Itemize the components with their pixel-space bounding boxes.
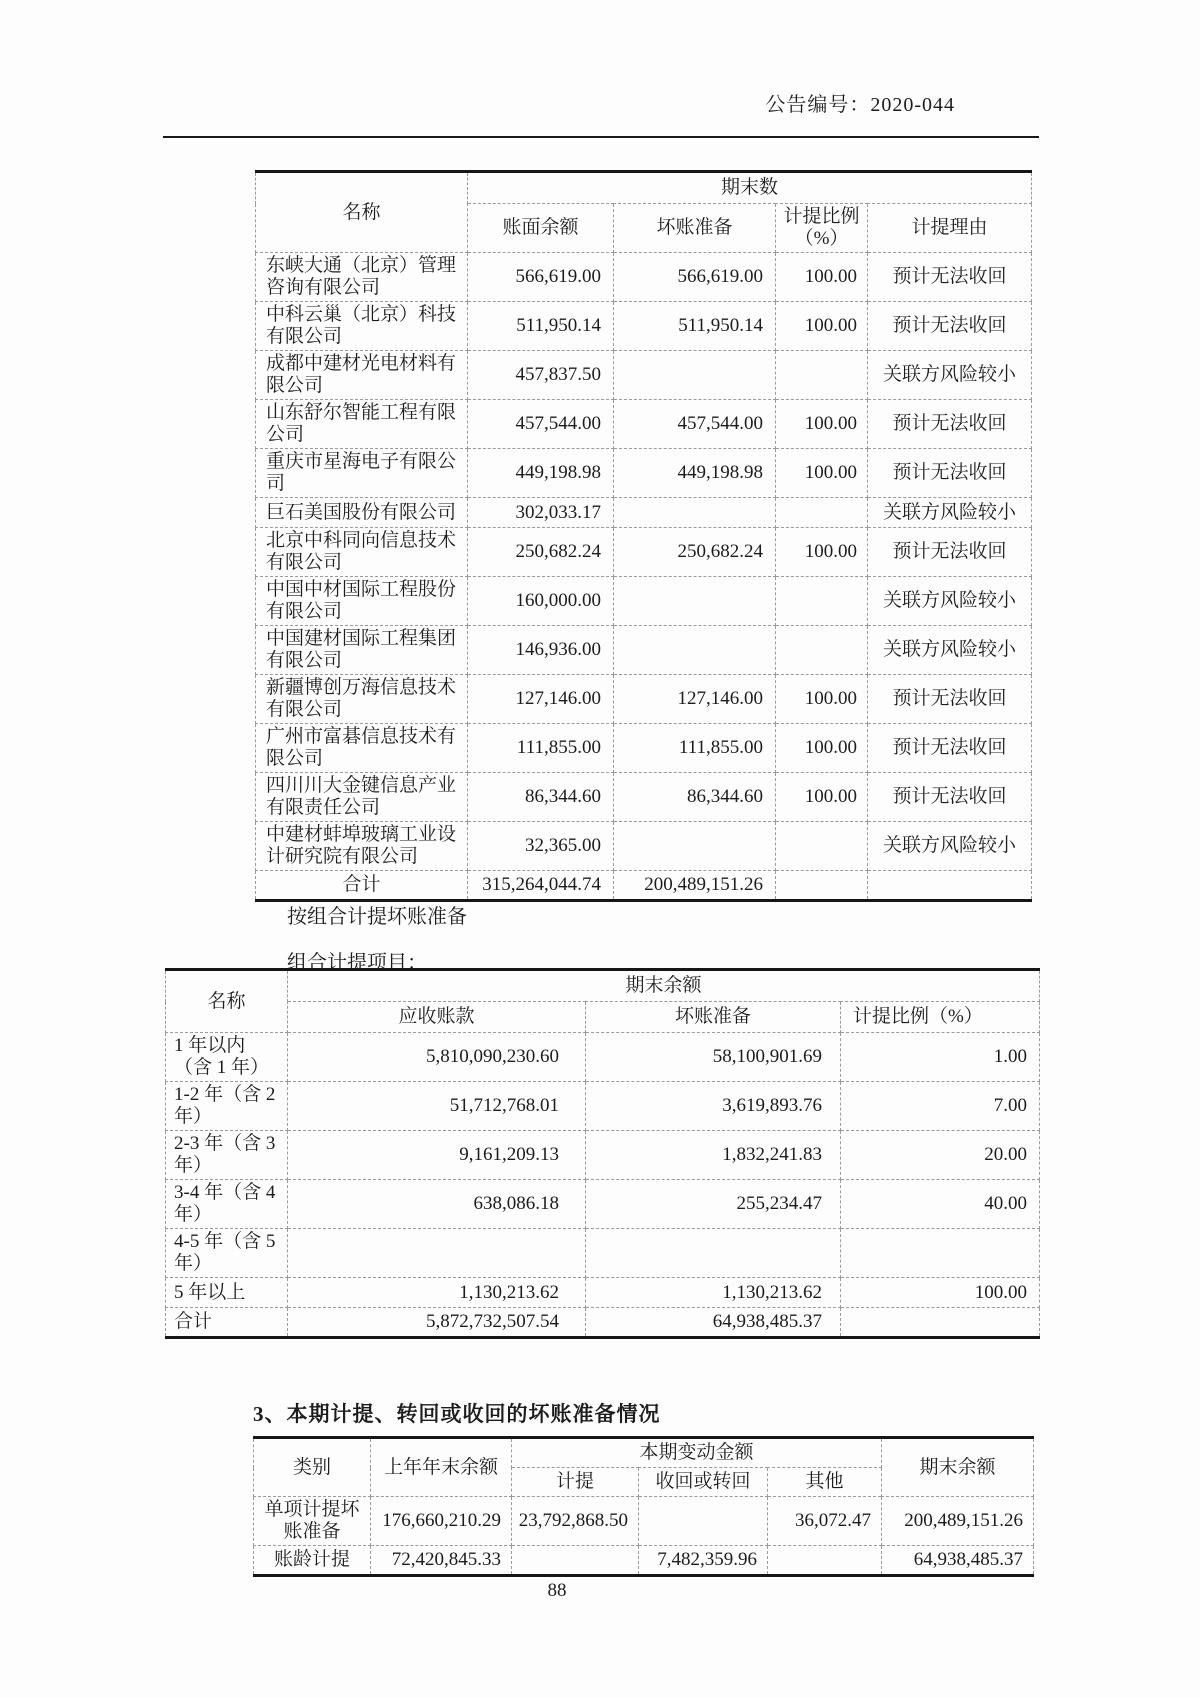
- period-end-group-header: 期末数: [468, 172, 1032, 204]
- other-cell: 36,072.47: [768, 1497, 882, 1546]
- section3-heading: 3、本期计提、转回或收回的坏账准备情况: [253, 1402, 661, 1426]
- category-header: 类别: [254, 1438, 371, 1497]
- aging-ratio-cell: 100.00: [841, 1278, 1040, 1308]
- receivables-cell: 638,086.18: [288, 1180, 586, 1229]
- provision-cell: [614, 577, 776, 626]
- aging-provision-cell: 1,832,241.83: [586, 1131, 841, 1180]
- book-balance-cell: 457,837.50: [468, 351, 614, 400]
- company-row: [256, 675, 1032, 724]
- book-balance-cell: 302,033.17: [468, 498, 614, 528]
- company-row: [256, 773, 1032, 822]
- aging-ratio-cell: 1.00: [841, 1033, 1040, 1082]
- ratio-cell: [776, 626, 868, 675]
- book-balance-cell: 511,950.14: [468, 302, 614, 351]
- provision-cell: 111,855.00: [614, 724, 776, 773]
- company-row: [256, 302, 1032, 351]
- receivables-header: 应收账款: [288, 1002, 586, 1033]
- individual-provision-table: [255, 170, 1032, 902]
- aging-provision-cell: 255,234.47: [586, 1180, 841, 1229]
- aging-name-cell: 4-5 年（含 5 年）: [166, 1229, 288, 1278]
- total-balance-cell: 315,264,044.74: [468, 871, 614, 901]
- company-name-cell: 重庆市星海电子有限公司: [256, 449, 468, 498]
- reason-cell: 预计无法收回: [868, 675, 1032, 724]
- aging-name-cell: 5 年以上: [166, 1278, 288, 1308]
- company-row: [256, 724, 1032, 773]
- ratio-cell: [776, 351, 868, 400]
- reason-cell: 预计无法收回: [868, 724, 1032, 773]
- end-balance-cell: 200,489,151.26: [882, 1497, 1034, 1546]
- provision-ratio-header: 计提比例（%）: [776, 204, 868, 253]
- company-row: [256, 449, 1032, 498]
- ratio-cell: 100.00: [776, 675, 868, 724]
- aging-name-cell: 1-2 年（含 2 年）: [166, 1082, 288, 1131]
- provision-cell: [614, 822, 776, 871]
- aging-ratio-cell: [841, 1229, 1040, 1278]
- aging-provision-cell: 58,100,901.69: [586, 1033, 841, 1082]
- book-balance-cell: 86,344.60: [468, 773, 614, 822]
- aging-ratio-cell: [841, 1308, 1040, 1338]
- recover-cell: [639, 1497, 768, 1546]
- provision-cell: [614, 498, 776, 528]
- company-row: [256, 351, 1032, 400]
- provision-cell: [614, 351, 776, 400]
- reason-cell: 关联方风险较小: [868, 577, 1032, 626]
- prev-year-balance-header: 上年年末余额: [371, 1438, 512, 1497]
- other-header: 其他: [768, 1468, 882, 1497]
- company-name-cell: 中建材蚌埠玻璃工业设计研究院有限公司: [256, 822, 468, 871]
- current-change-group-header: 本期变动金额: [512, 1438, 882, 1468]
- aging-name-cell: 2-3 年（含 3 年）: [166, 1131, 288, 1180]
- receivables-cell: 1,130,213.62: [288, 1278, 586, 1308]
- provision-cell: 566,619.00: [614, 253, 776, 302]
- book-balance-header: 账面余额: [468, 204, 614, 253]
- recover-reverse-header: 收回或转回: [639, 1468, 768, 1497]
- end-balance-cell: 64,938,485.37: [882, 1546, 1034, 1576]
- aging-name-header: 名称: [166, 970, 288, 1033]
- receivables-cell: 5,872,732,507.54: [288, 1308, 586, 1338]
- reason-cell: 预计无法收回: [868, 449, 1032, 498]
- provision-cell: 127,146.00: [614, 675, 776, 724]
- aging-ratio-cell: 20.00: [841, 1131, 1040, 1180]
- aging-ratio-header: 计提比例（%）: [841, 1002, 1040, 1033]
- aging-row: [166, 1131, 1040, 1180]
- reason-cell: 预计无法收回: [868, 302, 1032, 351]
- reason-cell: 关联方风险较小: [868, 351, 1032, 400]
- ratio-cell: 100.00: [776, 302, 868, 351]
- doc-number: 公告编号：2020-044: [765, 94, 955, 116]
- company-name-cell: 东峡大通（北京）管理咨询有限公司: [256, 253, 468, 302]
- accrual-header: 计提: [512, 1468, 639, 1497]
- provision-reason-header: 计提理由: [868, 204, 1032, 253]
- other-cell: [768, 1546, 882, 1576]
- company-row: [256, 626, 1032, 675]
- aging-row: [166, 1082, 1040, 1131]
- company-name-cell: 山东舒尔智能工程有限公司: [256, 400, 468, 449]
- table1-total-row: [256, 871, 1032, 901]
- book-balance-cell: 566,619.00: [468, 253, 614, 302]
- company-row: [256, 822, 1032, 871]
- reason-cell: 关联方风险较小: [868, 626, 1032, 675]
- aging-row: [166, 1308, 1040, 1338]
- company-name-cell: 四川川大金键信息产业有限责任公司: [256, 773, 468, 822]
- ratio-cell: 100.00: [776, 400, 868, 449]
- provision-cell: 250,682.24: [614, 528, 776, 577]
- provision-change-table: [253, 1436, 1034, 1577]
- total-ratio-cell: [776, 871, 868, 901]
- company-name-cell: 中科云巢（北京）科技有限公司: [256, 302, 468, 351]
- company-row: [256, 253, 1032, 302]
- aging-name-cell: 3-4 年（含 4 年）: [166, 1180, 288, 1229]
- total-provision-cell: 200,489,151.26: [614, 871, 776, 901]
- provision-cell: 86,344.60: [614, 773, 776, 822]
- reason-cell: 关联方风险较小: [868, 498, 1032, 528]
- ratio-cell: 100.00: [776, 449, 868, 498]
- ratio-cell: 100.00: [776, 724, 868, 773]
- bad-debt-provision-header: 坏账准备: [614, 204, 776, 253]
- provision-cell: [614, 626, 776, 675]
- provision-cell: 449,198.98: [614, 449, 776, 498]
- book-balance-cell: 127,146.00: [468, 675, 614, 724]
- company-name-cell: 巨石美国股份有限公司: [256, 498, 468, 528]
- total-label-cell: 合计: [256, 871, 468, 901]
- aging-name-cell: 合计: [166, 1308, 288, 1338]
- company-row: [256, 577, 1032, 626]
- book-balance-cell: 250,682.24: [468, 528, 614, 577]
- name-header: 名称: [256, 172, 468, 253]
- receivables-cell: [288, 1229, 586, 1278]
- provision-cell: 457,544.00: [614, 400, 776, 449]
- company-row: [256, 400, 1032, 449]
- ratio-cell: [776, 498, 868, 528]
- ratio-cell: 100.00: [776, 773, 868, 822]
- ratio-cell: [776, 577, 868, 626]
- book-balance-cell: 111,855.00: [468, 724, 614, 773]
- aging-provision-header: 坏账准备: [586, 1002, 841, 1033]
- page-number: 88: [547, 1580, 567, 1601]
- aging-provision-cell: 64,938,485.37: [586, 1308, 841, 1338]
- aging-row: [166, 1229, 1040, 1278]
- aging-row: [166, 1033, 1040, 1082]
- group-items-caption: 组合计提项目：: [287, 952, 427, 974]
- reason-cell: 预计无法收回: [868, 773, 1032, 822]
- total-reason-cell: [868, 871, 1032, 901]
- company-name-cell: 中国中材国际工程股份有限公司: [256, 577, 468, 626]
- book-balance-cell: 457,544.00: [468, 400, 614, 449]
- book-balance-cell: 32,365.00: [468, 822, 614, 871]
- book-balance-cell: 449,198.98: [468, 449, 614, 498]
- reason-cell: 预计无法收回: [868, 253, 1032, 302]
- company-name-cell: 中国建材国际工程集团有限公司: [256, 626, 468, 675]
- ratio-cell: [776, 822, 868, 871]
- reason-cell: 预计无法收回: [868, 528, 1032, 577]
- category-cell: 单项计提坏账准备: [254, 1497, 371, 1546]
- aging-name-cell: 1 年以内（含 1 年）: [166, 1033, 288, 1082]
- period-end-balance-header: 期末余额: [882, 1438, 1034, 1497]
- accrual-cell: [512, 1546, 639, 1576]
- company-name-cell: 广州市富碁信息技术有限公司: [256, 724, 468, 773]
- reason-cell: 关联方风险较小: [868, 822, 1032, 871]
- company-name-cell: 成都中建材光电材料有限公司: [256, 351, 468, 400]
- change-row: [254, 1546, 1034, 1576]
- category-cell: 账龄计提: [254, 1546, 371, 1576]
- book-balance-cell: 146,936.00: [468, 626, 614, 675]
- aging-provision-cell: 3,619,893.76: [586, 1082, 841, 1131]
- aging-row: [166, 1180, 1040, 1229]
- company-name-cell: 北京中科同向信息技术有限公司: [256, 528, 468, 577]
- aging-provision-cell: [586, 1229, 841, 1278]
- prev-balance-cell: 72,420,845.33: [371, 1546, 512, 1576]
- company-name-cell: 新疆博创万海信息技术有限公司: [256, 675, 468, 724]
- group-provision-caption: 按组合计提坏账准备: [287, 906, 467, 928]
- aging-row: [166, 1278, 1040, 1308]
- receivables-cell: 51,712,768.01: [288, 1082, 586, 1131]
- reason-cell: 预计无法收回: [868, 400, 1032, 449]
- ratio-cell: 100.00: [776, 528, 868, 577]
- change-row: [254, 1497, 1034, 1546]
- aging-provision-cell: 1,130,213.62: [586, 1278, 841, 1308]
- provision-cell: 511,950.14: [614, 302, 776, 351]
- aging-provision-table: [165, 968, 1040, 1339]
- aging-ratio-cell: 7.00: [841, 1082, 1040, 1131]
- book-balance-cell: 160,000.00: [468, 577, 614, 626]
- ratio-cell: 100.00: [776, 253, 868, 302]
- accrual-cell: 23,792,868.50: [512, 1497, 639, 1546]
- header-rule: [163, 136, 1039, 138]
- prev-balance-cell: 176,660,210.29: [371, 1497, 512, 1546]
- company-row: [256, 528, 1032, 577]
- aging-ratio-cell: 40.00: [841, 1180, 1040, 1229]
- recover-cell: 7,482,359.96: [639, 1546, 768, 1576]
- receivables-cell: 5,810,090,230.60: [288, 1033, 586, 1082]
- period-end-balance-group-header: 期末余额: [288, 970, 1040, 1002]
- receivables-cell: 9,161,209.13: [288, 1131, 586, 1180]
- company-row: [256, 498, 1032, 528]
